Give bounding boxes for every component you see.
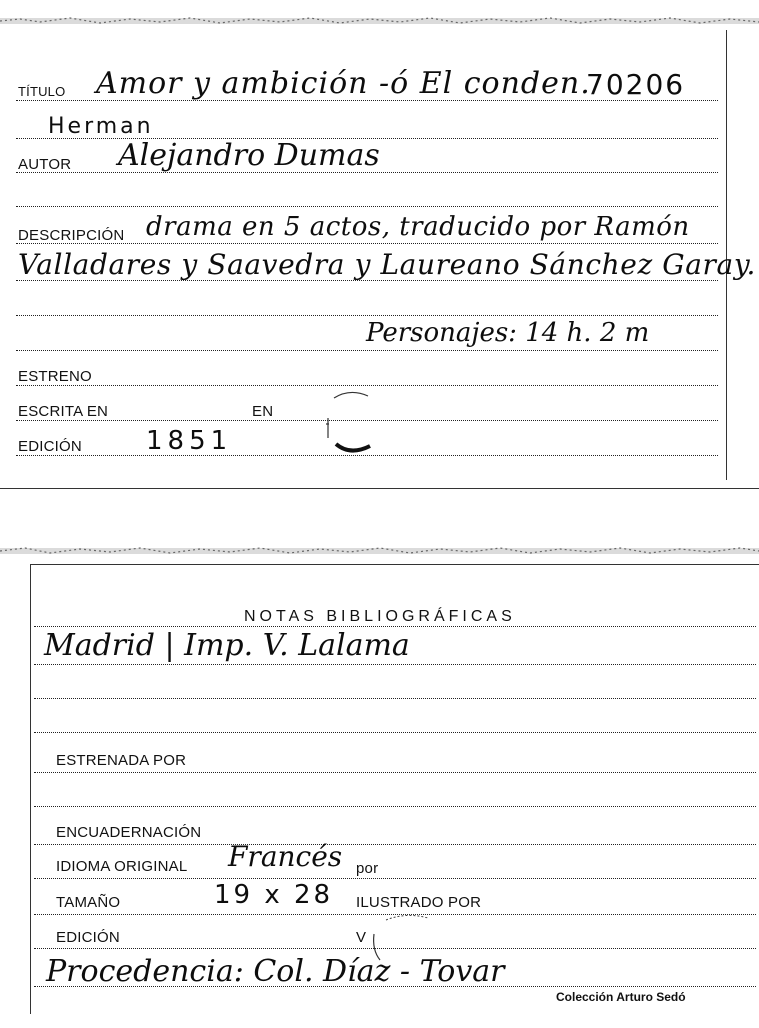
label-autor: AUTOR <box>18 156 72 173</box>
value-tamano: 19 x 28 <box>214 880 334 910</box>
rule-encuadernacion <box>34 844 756 845</box>
label-edicion: EDICIÓN <box>18 438 82 455</box>
label-escrita-en: ESCRITA EN <box>18 403 109 420</box>
punch-hole-bottom <box>366 910 446 970</box>
footer-coleccion: Colección Arturo Sedó <box>556 990 686 1004</box>
rule-estrenada-por <box>34 772 756 773</box>
label-estreno: ESTRENO <box>18 368 92 385</box>
value-descripcion-2: Valladares y Saavedra y Laureano Sánchez Garay. <box>18 248 757 281</box>
value-edicion: 1851 <box>146 426 233 456</box>
value-titulo-cont: Herman <box>48 114 154 139</box>
rule-idioma <box>34 878 756 879</box>
rule-notas-4 <box>34 732 756 733</box>
value-personajes: Personajes: 14 h. 2 m <box>366 318 650 348</box>
rule-descripcion-3 <box>16 315 718 316</box>
card-bottom-top-border <box>30 564 759 565</box>
rule-estreno <box>16 385 718 386</box>
rule-notas-1 <box>34 626 756 627</box>
card-top-edge-speckle <box>0 14 759 28</box>
rule-notas-2 <box>34 664 756 665</box>
card-top-bottom-edge <box>0 488 759 489</box>
catalog-card-top <box>0 0 759 500</box>
rule-personajes <box>16 350 718 351</box>
value-descripcion-1: drama en 5 actos, traducido por Ramón <box>146 212 690 242</box>
label-descripcion: DESCRIPCIÓN <box>18 227 125 244</box>
rule-blank <box>16 206 718 207</box>
label-v: V <box>356 929 367 946</box>
value-autor: Alejandro Dumas <box>118 138 380 173</box>
value-catalog-number: 70206 <box>586 68 686 101</box>
value-procedencia: Procedencia: Col. Díaz - Tovar <box>46 954 505 989</box>
rule-blank-2 <box>34 806 756 807</box>
label-titulo: TÍTULO <box>18 84 66 99</box>
value-notas: Madrid | Imp. V. Lalama <box>44 628 410 663</box>
label-tamano: TAMAÑO <box>56 894 121 911</box>
label-en: EN <box>252 403 274 420</box>
label-encuadernacion: ENCUADERNACIÓN <box>56 824 202 841</box>
rule-notas-3 <box>34 698 756 699</box>
label-edicion-bottom: EDICIÓN <box>56 929 120 946</box>
label-por: por <box>356 860 379 877</box>
card-bottom-edge-speckle <box>0 544 759 558</box>
label-ilustrado-por: ILUSTRADO POR <box>356 894 482 911</box>
heading-notas-bibliograficas: NOTAS BIBLIOGRÁFICAS <box>244 608 516 625</box>
punch-hole-top <box>320 388 380 458</box>
label-estrenada-por: ESTRENADA POR <box>56 752 187 769</box>
card-bottom-left-border <box>30 564 31 1014</box>
catalog-card-bottom <box>0 540 759 1028</box>
label-idioma-original: IDIOMA ORIGINAL <box>56 858 188 875</box>
value-titulo: Amor y ambición -ó El conden. <box>96 66 591 101</box>
value-idioma-original: Francés <box>228 840 343 873</box>
